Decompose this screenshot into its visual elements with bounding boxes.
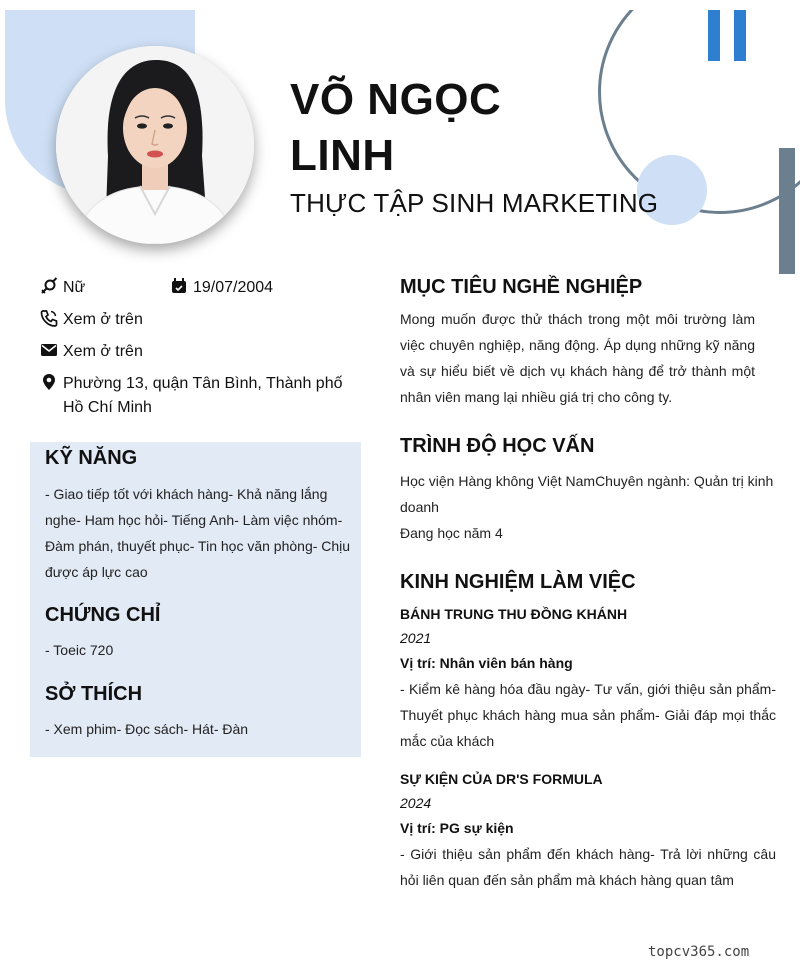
education-status: Đang học năm 4 [400,525,503,541]
phone-value: Xem ở trên [63,311,143,328]
job-year: 2021 [400,630,432,646]
candidate-name [290,72,501,184]
watermark: topcv365.com [648,944,750,960]
job-title: THỰC TẬP SINH MARKETING [290,188,659,218]
birthday-row [170,276,273,300]
experience-heading: KINH NGHIỆM LÀM VIỆC [400,571,636,593]
education-school: Học viện Hàng không Việt NamChuyên ngành: Quản trị kinh doanh [400,473,774,515]
email-icon [40,341,58,359]
phone-row [40,308,143,332]
job-company: SỰ KIỆN CỦA DR'S FORMULA [400,771,603,787]
education-heading: TRÌNH ĐỘ HỌC VẤN [400,435,595,457]
avatar-portrait [56,46,254,244]
objective-text: Mong muốn được thử thách trong một môi trường làm việc chuyên nghiệp, năng động. Áp dụng những kỹ năng và sự hiểu biết về dịch vụ khách hàng để trở thành một nhân viên mang lại nhiều giá trị cho công ty. [400,311,755,405]
job-position: Vị trí: PG sự kiện [400,820,514,836]
job-company: BÁNH TRUNG THU ĐỒNG KHÁNH [400,606,628,622]
hobbies-text: - Xem phim- Đọc sách- Hát- Đàn [45,721,249,737]
name-line-2: LINH [290,131,395,180]
address-value: Phường 13, quận Tân Bình, Thành phố Hồ Chí Minh [63,375,343,416]
decorative-bar-right [779,148,795,274]
hobbies-heading: SỞ THÍCH [45,683,143,705]
location-icon [40,373,58,391]
email-row [40,340,143,364]
email-value: Xem ở trên [63,343,143,360]
phone-icon [40,309,58,327]
job-description: - Giới thiệu sản phẩm đến khách hàng- Trả lời những câu hỏi liên quan đến sản phẩm mà khách hàng quan tâm [400,846,776,888]
gender-icon [40,277,58,295]
certificates-text: - Toeic 720 [45,642,114,658]
job-position: Vị trí: Nhân viên bán hàng [400,655,573,671]
objective-heading: MỤC TIÊU NGHỀ NGHIỆP [400,276,643,298]
calendar-icon [170,277,188,295]
skills-heading: KỸ NĂNG [45,447,138,469]
job-year: 2024 [400,795,432,811]
birthday-value: 19/07/2004 [193,279,274,296]
avatar [56,46,254,244]
name-line-1: VÕ NGỌC [290,75,502,124]
certificates-heading: CHỨNG CHỈ [45,604,161,626]
address-row [40,372,360,420]
job-description: - Kiểm kê hàng hóa đầu ngày- Tư vấn, giới thiệu sản phẩm- Thuyết phục khách hàng mua sản phẩm- Giải đáp mọi thắc mắc của khách [400,681,776,749]
gender-value: Nữ [63,279,86,296]
decorative-mask [560,0,800,10]
gender-row [40,276,85,300]
skills-text: - Giao tiếp tốt với khách hàng- Khả năng lắng nghe- Ham học hỏi- Tiếng Anh- Làm việc nhóm- Đàm phán, thuyết phục- Tin học văn phòng- Chịu được áp lực cao [45,486,351,580]
